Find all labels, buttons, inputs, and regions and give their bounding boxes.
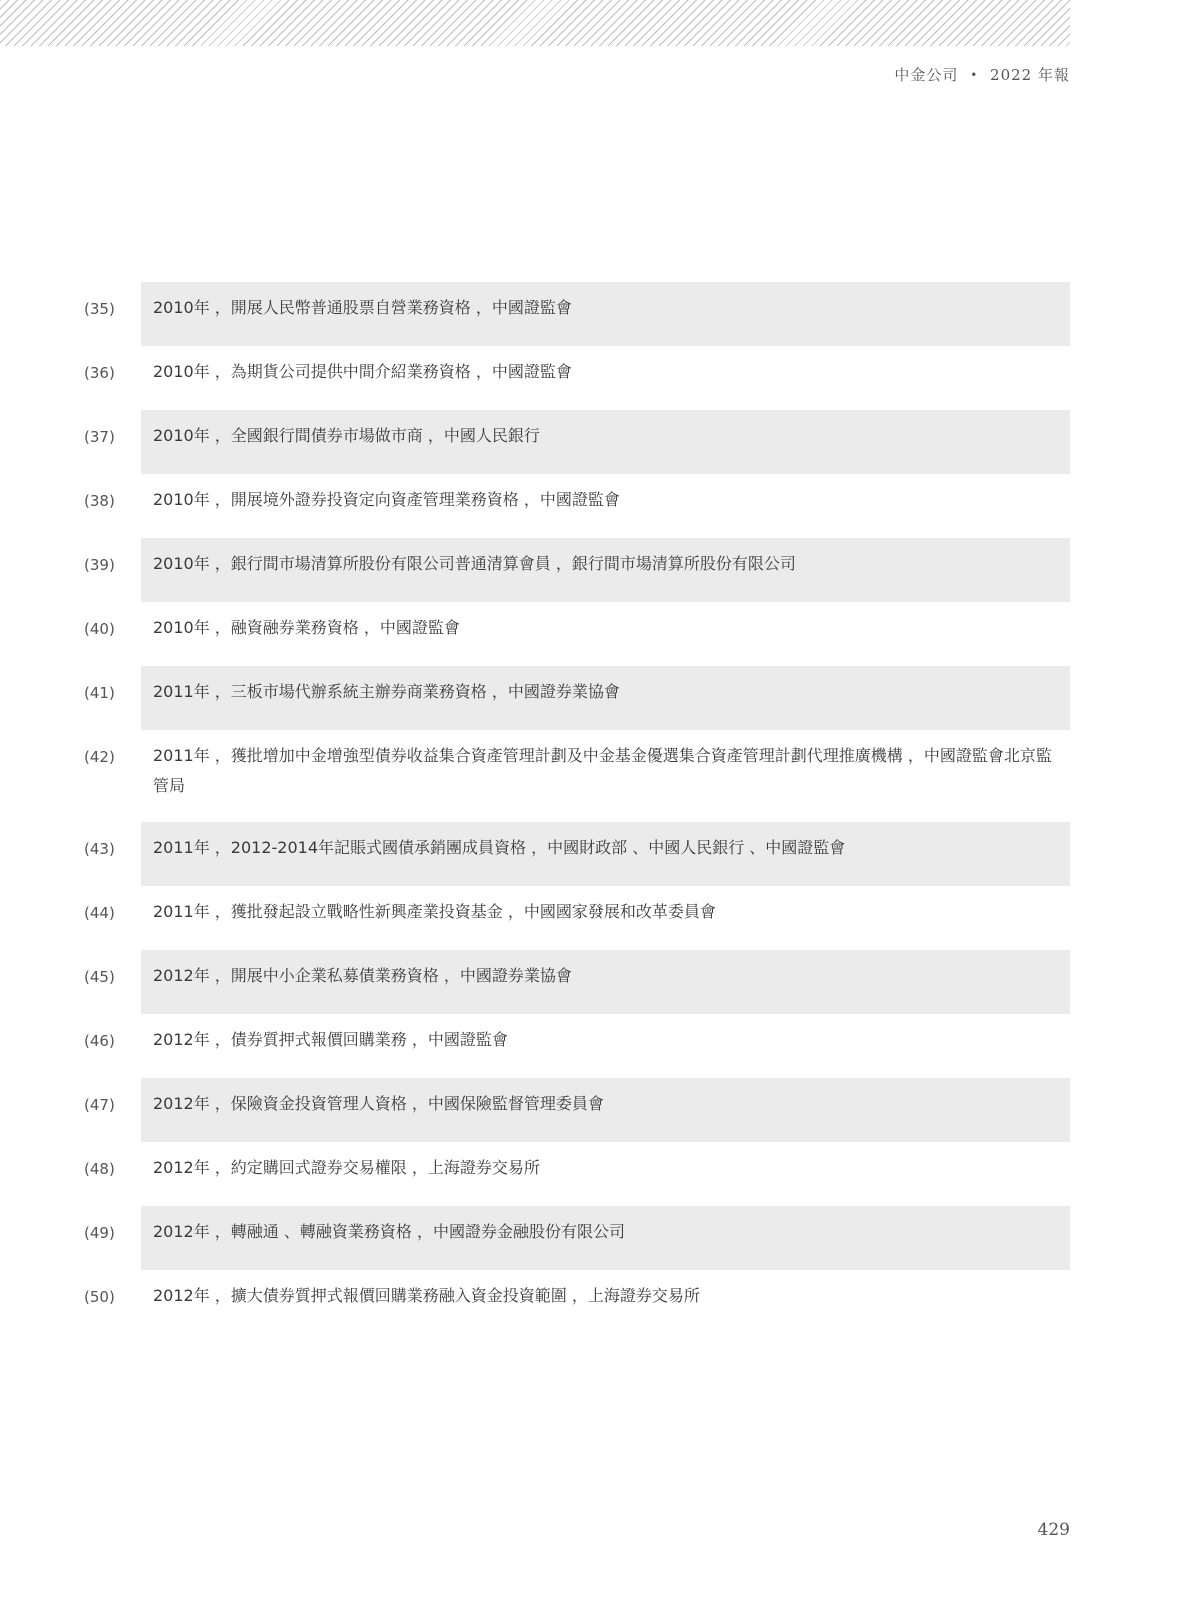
item-number: (46) (84, 1032, 115, 1050)
item-number: (42) (84, 748, 115, 766)
item-number: (40) (84, 620, 115, 638)
item-text: 2010年 ，為期貨公司提供中間介紹業務資格 ，中國證監會 (153, 362, 572, 381)
list-item (84, 666, 1070, 730)
item-text: 2012年 ，轉融通 、轉融資業務資格 ，中國證券金融股份有限公司 (141, 1206, 1070, 1270)
item-number: (50) (84, 1288, 115, 1306)
item-text: 2012年 ，擴大債券質押式報價回購業務融入資金投資範圍 ，上海證券交易所 (153, 1286, 700, 1305)
header-separator: • (970, 68, 979, 82)
item-text: 2012年 ，開展中小企業私募債業務資格 ，中國證券業協會 (141, 950, 1070, 1014)
list-item (84, 1270, 1070, 1334)
item-text: 2010年 ，銀行間市場清算所股份有限公司普通清算會員 ，銀行間市場清算所股份有限公司 (141, 538, 1070, 602)
item-text: 2012年 ，約定購回式證券交易權限 ，上海證券交易所 (153, 1158, 540, 1177)
item-text: 2011年 ，三板市場代辦系統主辦券商業務資格 ，中國證券業協會 (141, 666, 1070, 730)
item-number: (37) (84, 428, 115, 446)
item-text: 2011年 ，獲批增加中金增強型債券收益集合資產管理計劃及中金基金優選集合資產管理計劃代理推廣機構 ，中國證監會北京監管局 (153, 746, 1052, 795)
item-number: (49) (84, 1224, 115, 1242)
company-name: 中金公司 (894, 66, 959, 84)
item-number: (36) (84, 364, 115, 382)
list-item (84, 1206, 1070, 1270)
list-item (84, 950, 1070, 1014)
item-text: 2011年 ，獲批發起設立戰略性新興產業投資基金 ，中國國家發展和改革委員會 (153, 902, 716, 921)
item-number: (47) (84, 1096, 115, 1114)
list-item (84, 538, 1070, 602)
qualifications-list (84, 282, 1070, 1334)
item-number: (35) (84, 300, 115, 318)
decorative-hatch-band (0, 0, 1070, 46)
item-text: 2010年 ，融資融券業務資格 ，中國證監會 (153, 618, 460, 637)
list-item (84, 886, 1070, 950)
item-text: 2010年 ，全國銀行間債券市場做市商 ，中國人民銀行 (141, 410, 1070, 474)
list-item (84, 1142, 1070, 1206)
item-number: (44) (84, 904, 115, 922)
item-number: (45) (84, 968, 115, 986)
list-item (84, 822, 1070, 886)
list-item (84, 282, 1070, 346)
item-number: (39) (84, 556, 115, 574)
item-text: 2010年 ，開展境外證券投資定向資產管理業務資格 ，中國證監會 (153, 490, 620, 509)
item-text: 2012年 ，保險資金投資管理人資格 ，中國保險監督管理委員會 (141, 1078, 1070, 1142)
item-number: (43) (84, 840, 115, 858)
list-item (84, 1078, 1070, 1142)
list-item (84, 602, 1070, 666)
item-number: (38) (84, 492, 115, 510)
list-item (84, 1014, 1070, 1078)
list-item (84, 474, 1070, 538)
page-number: 429 (1037, 1520, 1070, 1540)
item-text: 2012年 ，債券質押式報價回購業務 ，中國證監會 (153, 1030, 508, 1049)
item-text: 2011年 ，2012-2014年記賬式國債承銷團成員資格 ，中國財政部 、中國人民銀行 、中國證監會 (141, 822, 1070, 886)
running-header (894, 64, 1070, 85)
item-number: (48) (84, 1160, 115, 1178)
item-text: 2010年 ，開展人民幣普通股票自營業務資格 ，中國證監會 (141, 282, 1070, 346)
list-item (84, 410, 1070, 474)
report-title: 2022 年報 (990, 66, 1070, 84)
list-item (84, 730, 1070, 822)
item-number: (41) (84, 684, 115, 702)
list-item (84, 346, 1070, 410)
